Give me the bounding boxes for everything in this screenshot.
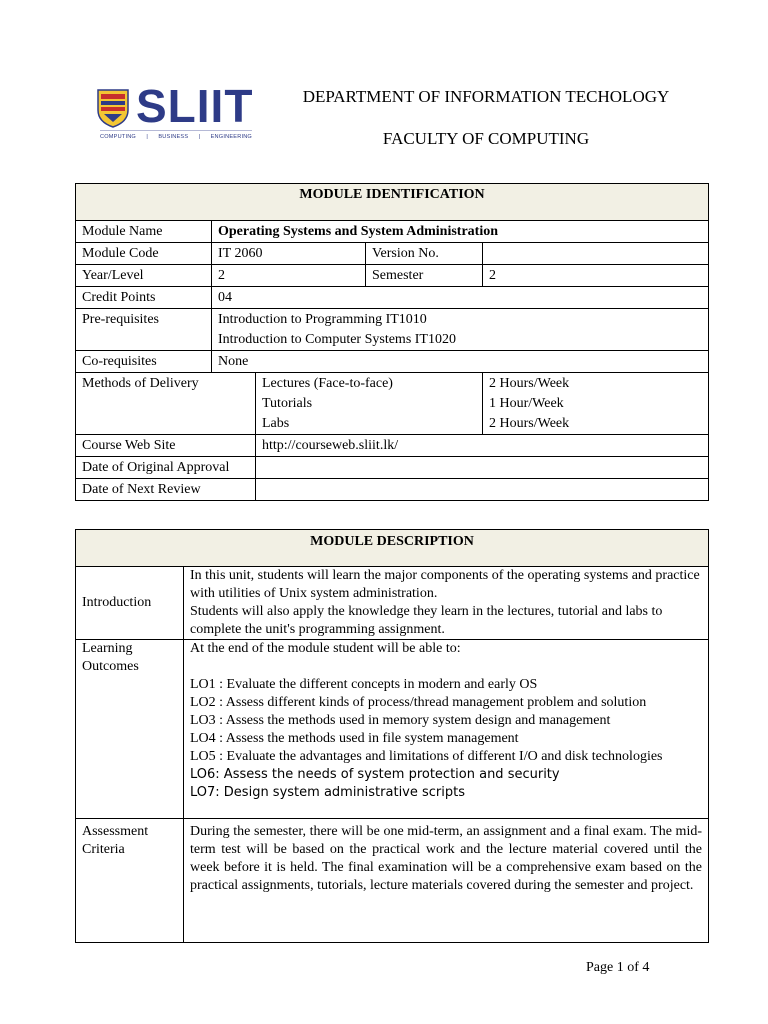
year-value: 2 bbox=[212, 265, 366, 287]
delivery-label: Methods of Delivery bbox=[76, 373, 256, 435]
faculty-title: FACULTY OF COMPUTING bbox=[382, 129, 590, 148]
website-link[interactable]: http://courseweb.sliit.lk/ bbox=[256, 435, 709, 457]
semester-label: Semester bbox=[366, 265, 483, 287]
learning-outcome: LO2 : Assess different kinds of process/thread management problem and solution bbox=[190, 695, 647, 710]
version-label: Version No. bbox=[366, 243, 483, 265]
lo-intro: At the end of the module student will be able to: bbox=[190, 641, 461, 656]
introduction-label: Introduction bbox=[76, 567, 184, 640]
crest-icon bbox=[96, 88, 130, 128]
credit-label: Credit Points bbox=[76, 287, 212, 309]
website-label: Course Web Site bbox=[76, 435, 256, 457]
module-identification-table bbox=[75, 183, 709, 501]
original-approval-label: Date of Original Approval bbox=[76, 457, 256, 479]
delivery-method: Tutorials bbox=[262, 396, 313, 411]
prereq-label: Pre-requisites bbox=[76, 309, 212, 351]
learning-outcome: LO4 : Assess the methods used in file system management bbox=[190, 731, 519, 746]
learning-outcomes bbox=[184, 640, 709, 819]
prereq-item: Introduction to Programming IT1010 bbox=[218, 312, 427, 327]
logo-tagline: COMPUTING | BUSINESS | ENGINEERING bbox=[100, 130, 252, 140]
next-review-value bbox=[256, 479, 709, 501]
logo-wordmark: SLIIT bbox=[136, 80, 254, 132]
original-approval-value bbox=[256, 457, 709, 479]
module-code-value: IT 2060 bbox=[212, 243, 366, 265]
delivery-hours-item: 2 Hours/Week bbox=[489, 376, 570, 391]
next-review-label: Date of Next Review bbox=[76, 479, 256, 501]
learning-outcomes-label: Learning Outcomes bbox=[76, 640, 184, 819]
learning-outcome: LO3 : Assess the methods used in memory system design and management bbox=[190, 713, 611, 728]
version-value bbox=[483, 243, 709, 265]
credit-value: 04 bbox=[212, 287, 709, 309]
department-title: DEPARTMENT OF INFORMATION TECHOLOGY bbox=[302, 87, 670, 106]
page-number: Page 1 of 4 bbox=[586, 960, 650, 975]
semester-value: 2 bbox=[483, 265, 709, 287]
assessment-criteria: During the semester, there will be one mid-term, an assignment and a final exam. The mid-term test will be based on the practical work and the lecture material covered until the week before it is held. The final examination will be a comprehensive exam based on the practical assignments, tutorials, lecture materials covered during the semester and project. bbox=[184, 819, 709, 943]
learning-outcome: LO1 : Evaluate the different concepts in modern and early OS bbox=[190, 677, 538, 692]
prereq-value bbox=[212, 309, 709, 351]
sliit-logo bbox=[96, 80, 256, 148]
assessment-label: Assessment Criteria bbox=[76, 819, 184, 943]
intro-paragraph: Students will also apply the knowledge they learn in the lectures, tutorial and labs to complete the unit's programming assignment. bbox=[190, 604, 663, 637]
learning-outcome: LO6: Assess the needs of system protection and security bbox=[190, 767, 560, 782]
learning-outcome: LO5 : Evaluate the advantages and limitations of different I/O and disk technologies bbox=[190, 749, 663, 764]
description-heading: MODULE DESCRIPTION bbox=[76, 530, 709, 567]
module-name-value: Operating Systems and System Administration bbox=[212, 221, 709, 243]
delivery-hours-item: 1 Hour/Week bbox=[489, 396, 564, 411]
learning-outcome: LO7: Design system administrative scripts bbox=[190, 785, 465, 800]
intro-paragraph: In this unit, students will learn the major components of the operating systems and practice with utilities of Unix system administration. bbox=[190, 568, 700, 601]
module-code-label: Module Code bbox=[76, 243, 212, 265]
year-label: Year/Level bbox=[76, 265, 212, 287]
coreq-label: Co-requisites bbox=[76, 351, 212, 373]
identification-heading: MODULE IDENTIFICATION bbox=[76, 184, 709, 221]
prereq-item: Introduction to Computer Systems IT1020 bbox=[218, 332, 456, 347]
delivery-method: Lectures (Face-to-face) bbox=[262, 376, 393, 391]
coreq-value: None bbox=[212, 351, 709, 373]
module-description-table bbox=[75, 529, 709, 943]
introduction-text bbox=[184, 567, 709, 640]
module-name-label: Module Name bbox=[76, 221, 212, 243]
delivery-hours-item: 2 Hours/Week bbox=[489, 416, 570, 431]
delivery-methods bbox=[256, 373, 483, 435]
delivery-method: Labs bbox=[262, 416, 290, 431]
delivery-hours bbox=[483, 373, 709, 435]
